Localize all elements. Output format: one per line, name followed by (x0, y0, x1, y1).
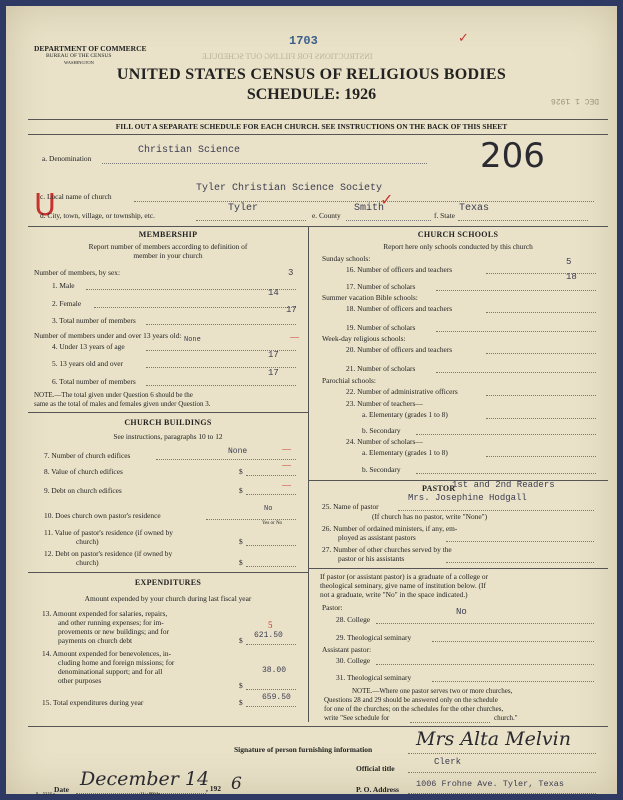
q12-label-2: church) (76, 558, 99, 567)
q27-label-2: pastor or his assistants (338, 554, 405, 563)
check-mark-top: ✓ (458, 30, 469, 45)
stamp-number: 1703 (289, 34, 318, 48)
q15-value: 659.50 (262, 693, 291, 702)
state-value: Texas (459, 203, 490, 214)
q10-hint: Yes or No (262, 521, 283, 526)
dash-mark-q7: — (282, 444, 291, 454)
q25-label: 25. Name of pastor (322, 502, 379, 511)
q27-label-1: 27. Number of other churches served by the (322, 545, 452, 554)
q3-label: 3. Total number of members (52, 316, 136, 325)
q14-value: 38.00 (262, 666, 287, 675)
bureau-city: WASHINGTON (64, 60, 94, 65)
membership-subtitle-2: member in your church (133, 251, 203, 260)
expenditures-title: EXPENDITURES (134, 578, 202, 587)
pastor-note-2: Questions 28 and 29 should be answered only on the schedule (324, 696, 498, 704)
date-label: Date (54, 785, 69, 794)
census-schedule-sheet (6, 6, 617, 794)
q17-value: 18 (566, 272, 577, 282)
pastor-note-4: write "See schedule for (324, 714, 390, 722)
q10-label: 10. Does church own pastor's residence (44, 511, 161, 520)
graduate-instruction-3: not a graduate, write "No" in the space indicated.) (320, 590, 468, 599)
signature-label: Signature of person furnishing information (234, 745, 373, 754)
q25-value: Mrs. Josephine Hodgall (408, 493, 527, 503)
q15-label: 15. Total expenditures during year (42, 698, 144, 707)
q3-value: 17 (286, 305, 297, 315)
q14-label-4: other purposes (58, 676, 102, 685)
signature-value: Mrs Alta Melvin (416, 728, 571, 750)
denomination-value: Christian Science (138, 145, 241, 156)
pastor-sub-label: Pastor: (322, 603, 343, 612)
q12-label-1: 12. Debt on pastor's residence (if owned by (44, 549, 173, 558)
q23a-label: a. Elementary (grades 1 to 8) (362, 410, 448, 419)
graduate-instruction-1: If pastor (or assistant pastor) is a graduate of a college or (320, 572, 489, 581)
q13-label-4: payments on church debt (58, 636, 133, 645)
received-date-stamp: DEC 1 1926 (551, 96, 600, 105)
margin-mark: U (34, 188, 56, 223)
membership-note-1: NOTE.—The total given under Question 6 should be the (34, 391, 193, 399)
q18-label: 18. Number of officers and teachers (346, 304, 453, 313)
graduate-instruction-2: theological seminary, give name of institution below. (If (320, 581, 486, 590)
q13-label-1: 13. Amount expended for salaries, repairs, (42, 609, 168, 618)
official-title-label: Official title (356, 764, 395, 773)
q13-label-3: provements or new buildings; and for (58, 627, 170, 636)
q24b-label: b. Secondary (362, 465, 401, 474)
q1-label: 1. Male (52, 281, 75, 290)
q13-label-2: and other running expenses; for im- (58, 618, 164, 627)
q6-label: 6. Total number of members (52, 377, 136, 386)
q19-label: 19. Number of scholars (346, 323, 416, 332)
buildings-subtitle: See instructions, paragraphs 10 to 12 (113, 432, 223, 441)
q8-dollar: $ (239, 467, 243, 476)
q11-label-2: church) (76, 537, 99, 546)
state-label: f. State (434, 211, 455, 220)
q14-label-3: denominational support; and for all (58, 667, 163, 676)
dash-mark-q9: — (282, 480, 291, 490)
membership-note-2: same as the total of males and females given under Question 3. (34, 400, 211, 408)
department-name: DEPARTMENT OF COMMERCE (34, 44, 147, 53)
denomination-label: a. Denomination (42, 154, 92, 163)
year-digit: 6 (231, 774, 242, 794)
summer-schools-label: Summer vacation Bible schools: (322, 293, 418, 302)
q16-label: 16. Number of officers and teachers (346, 265, 453, 274)
q15-dollar: $ (239, 698, 243, 707)
po-address-label: P. O. Address (356, 785, 399, 794)
q29-label: 29. Theological seminary (336, 633, 412, 642)
q5-value: 17 (268, 350, 279, 360)
q9-dollar: $ (239, 486, 243, 495)
q5-label: 5. 13 years old and over (52, 359, 124, 368)
schedule-title: SCHEDULE: 1926 (246, 86, 377, 103)
pastor-note-5: church." (494, 714, 518, 722)
pastor-title: PASTOR (422, 484, 456, 493)
pastor-note-1: NOTE.—Where one pastor serves two or more churches, (352, 687, 513, 695)
readers-overtype: 1st and 2nd Readers (452, 480, 555, 490)
q28-value: No (456, 607, 467, 617)
membership-title: MEMBERSHIP (138, 230, 198, 239)
q14-label-2: cluding home and foreign missions; for (58, 658, 175, 667)
official-title-value: Clerk (434, 757, 462, 767)
code-number: 206 (480, 136, 545, 176)
q13-dollar: $ (239, 636, 243, 645)
tally-mark-q13: 5 (268, 620, 273, 630)
q13-value: 621.50 (254, 631, 283, 640)
q9-label: 9. Debt on church edifices (44, 486, 122, 495)
year-prefix: , 192 (206, 784, 221, 793)
q30-label: 30. College (336, 656, 371, 665)
expenditures-subtitle: Amount expended by your church during last fiscal year (84, 594, 252, 603)
q7-label: 7. Number of church edifices (44, 451, 131, 460)
q25-hint: (If church has no pastor, write "None") (372, 512, 488, 521)
dash-mark-q4: — (290, 332, 299, 342)
form-title: UNITED STATES CENSUS OF RELIGIOUS BODIES (116, 66, 507, 83)
date-value: December 14 (80, 768, 210, 790)
county-value: Smith (354, 203, 385, 214)
q11-dollar: $ (239, 537, 243, 546)
q21-label: 21. Number of scholars (346, 364, 416, 373)
local-name-label: c. Local name of church (40, 192, 112, 201)
q4-value: None (184, 336, 201, 344)
q20-label: 20. Number of officers and teachers (346, 345, 453, 354)
q26-label-1: 26. Number of ordained ministers, if any, em- (322, 524, 458, 533)
schools-title: CHURCH SCHOOLS (417, 230, 499, 239)
q2-value: 14 (268, 288, 279, 298)
q23b-label: b. Secondary (362, 426, 401, 435)
q31-label: 31. Theological seminary (336, 673, 412, 682)
form-number-2: 11—9064a (140, 791, 160, 796)
membership-subtitle-1: Report number of members according to definition of (88, 242, 248, 251)
instruction-bar: FILL OUT A SEPARATE SCHEDULE FOR EACH CHURCH. SEE INSTRUCTIONS ON THE BACK OF THIS SHEET (115, 122, 508, 131)
schools-subtitle: Report here only schools conducted by this church (383, 242, 533, 251)
under-over-label: Number of members under and over 13 years old: (34, 331, 182, 340)
q22-label: 22. Number of administrative officers (346, 387, 458, 396)
weekday-schools-label: Week-day religious schools: (322, 334, 406, 343)
parochial-schools-label: Parochial schools: (322, 376, 376, 385)
q2-label: 2. Female (52, 299, 82, 308)
q14-label-1: 14. Amount expended for benevolences, in- (42, 649, 172, 658)
q8-label: 8. Value of church edifices (44, 467, 123, 476)
q10-value: No (264, 505, 273, 513)
q4-label: 4. Under 13 years of age (52, 342, 125, 351)
q6-value: 17 (268, 368, 279, 378)
bureau-name: BUREAU OF THE CENSUS (46, 53, 112, 59)
assistant-pastor-label: Assistant pastor: (322, 645, 372, 654)
q26-label-2: ployed as assistant pastors (338, 533, 416, 542)
members-by-sex-label: Number of members, by sex: (34, 268, 120, 277)
q11-label-1: 11. Value of pastor's residence (if owned by (44, 528, 173, 537)
q24a-label: a. Elementary (grades 1 to 8) (362, 448, 448, 457)
q28-label: 28. College (336, 615, 371, 624)
county-label: e. County (312, 211, 341, 220)
city-label: d. City, town, village, or township, etc. (40, 211, 155, 220)
local-name-value: Tyler Christian Science Society (196, 183, 383, 194)
bleed-through-text: INSTRUCTIONS FOR FILLING OUT SCHEDULE (202, 52, 373, 61)
q17-label: 17. Number of scholars (346, 282, 416, 291)
q16-value: 5 (566, 257, 572, 267)
dash-mark-q8: — (282, 460, 291, 470)
form-number: 9—5318 a (36, 791, 55, 796)
sunday-schools-label: Sunday schools: (322, 254, 371, 263)
po-address-value: 1006 Frohne Ave. Tyler, Texas (416, 779, 564, 789)
buildings-title: CHURCH BUILDINGS (124, 418, 212, 427)
check-mark-county: ✓ (380, 192, 394, 209)
q24-label: 24. Number of scholars— (346, 437, 423, 446)
q14-dollar: $ (239, 681, 243, 690)
city-value: Tyler (228, 203, 259, 214)
q23-label: 23. Number of teachers— (346, 399, 423, 408)
q7-value: None (228, 447, 248, 456)
q12-dollar: $ (239, 558, 243, 567)
pastor-note-3: for one of the churches; on the schedules for the other churches, (324, 705, 504, 713)
q1-value: 3 (288, 268, 294, 278)
